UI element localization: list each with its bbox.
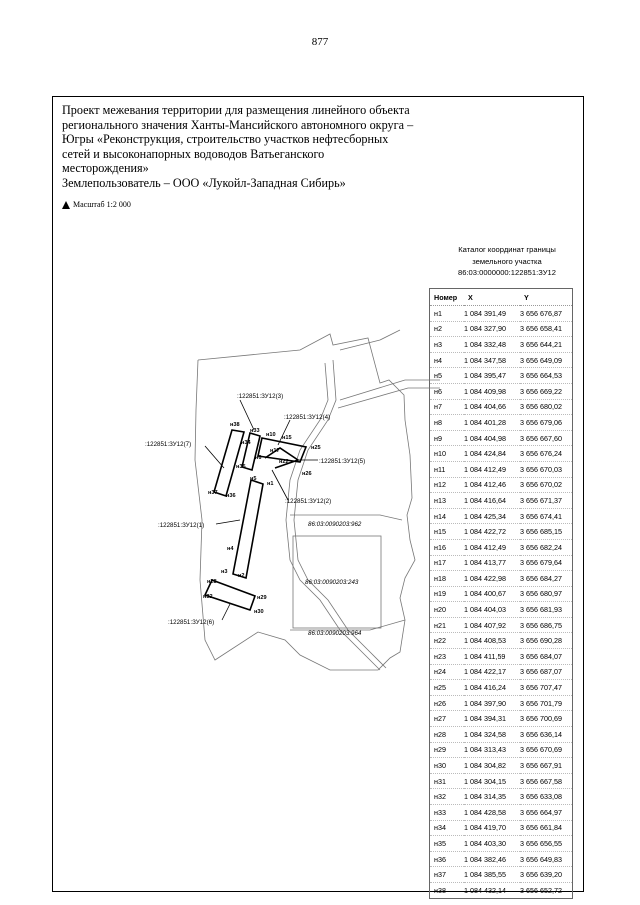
y-coordinate-cell: 3 656 669,22 <box>520 383 573 399</box>
x-coordinate-cell: 1 084 404,66 <box>464 399 520 415</box>
x-coordinate-cell: 1 084 332,48 <box>464 337 520 353</box>
x-coordinate-cell: 1 084 428,58 <box>464 805 520 821</box>
point-label: н32 <box>203 594 213 600</box>
point-number-cell: н7 <box>430 399 465 415</box>
x-coordinate-cell: 1 084 304,15 <box>464 773 520 789</box>
y-coordinate-cell: 3 656 687,07 <box>520 664 573 680</box>
point-number-cell: н32 <box>430 789 465 805</box>
point-number-cell: н10 <box>430 446 465 462</box>
x-coordinate-cell: 1 084 304,82 <box>464 758 520 774</box>
parcel-zu12-1 <box>233 480 263 578</box>
x-coordinate-cell: 1 084 425,34 <box>464 508 520 524</box>
pipeline-corridor <box>294 360 386 668</box>
y-coordinate-cell: 3 656 667,58 <box>520 773 573 789</box>
x-coordinate-cell: 1 084 412,49 <box>464 539 520 555</box>
y-coordinate-cell: 3 656 652,72 <box>520 882 573 898</box>
leader-line <box>205 446 224 468</box>
point-label: н38 <box>230 422 240 428</box>
title-line: Землепользователь – ООО «Лукойл-Западная Сибирь» <box>62 175 346 190</box>
y-coordinate-cell: 3 656 639,20 <box>520 867 573 883</box>
x-coordinate-cell: 1 084 395,47 <box>464 368 520 384</box>
x-coordinate-cell: 1 084 382,46 <box>464 851 520 867</box>
page-number: 877 <box>311 36 329 48</box>
y-coordinate-cell: 3 656 684,27 <box>520 571 573 587</box>
x-coordinate-cell: 1 084 412,49 <box>464 461 520 477</box>
parcel-964-line <box>290 620 405 630</box>
point-label: н2 <box>238 573 245 579</box>
parcel-label-zu12-5: :122851:ЗУ12(5) <box>319 458 366 465</box>
point-label: н34 <box>241 440 251 446</box>
point-number-cell: н16 <box>430 539 465 555</box>
point-number-cell: н25 <box>430 680 465 696</box>
y-coordinate-cell: 3 656 671,37 <box>520 493 573 509</box>
point-number-cell: н26 <box>430 695 465 711</box>
point-label: н29 <box>257 595 267 601</box>
x-coordinate-cell: 1 084 404,98 <box>464 430 520 446</box>
y-coordinate-cell: 3 656 679,06 <box>520 415 573 431</box>
y-coordinate-cell: 3 656 700,69 <box>520 711 573 727</box>
point-number-cell: н29 <box>430 742 465 758</box>
y-coordinate-cell: 3 656 682,24 <box>520 539 573 555</box>
x-coordinate-cell: 1 084 400,67 <box>464 586 520 602</box>
x-coordinate-cell: 1 084 422,72 <box>464 524 520 540</box>
point-number-cell: н5 <box>430 368 465 384</box>
x-coordinate-cell: 1 084 412,46 <box>464 477 520 493</box>
x-coordinate-cell: 1 084 404,03 <box>464 602 520 618</box>
point-number-cell: н30 <box>430 758 465 774</box>
parcel-label-zu12-4: :122851:ЗУ12(4) <box>284 414 331 421</box>
point-number-cell: н33 <box>430 805 465 821</box>
header-number: Номер <box>430 289 465 306</box>
y-coordinate-cell: 3 656 670,02 <box>520 477 573 493</box>
point-number-cell: н22 <box>430 633 465 649</box>
y-coordinate-cell: 3 656 649,83 <box>520 851 573 867</box>
y-coordinate-cell: 3 656 667,91 <box>520 758 573 774</box>
point-number-cell: н2 <box>430 321 465 337</box>
point-number-cell: н17 <box>430 555 465 571</box>
leader-line <box>278 420 290 445</box>
point-number-cell: н8 <box>430 415 465 431</box>
title-line: Югры «Реконструкция, строительство участков нефтесборных <box>62 132 389 147</box>
point-number-cell: н6 <box>430 383 465 399</box>
point-label: н30 <box>254 609 264 615</box>
parcel-label-zu12-1: :122851:ЗУ12(1) <box>158 522 205 529</box>
point-number-cell: н12 <box>430 477 465 493</box>
parcel-label-zu12-2: :122851:ЗУ12(2) <box>285 498 332 505</box>
y-coordinate-cell: 3 656 670,69 <box>520 742 573 758</box>
x-coordinate-cell: 1 084 394,31 <box>464 711 520 727</box>
point-label: н25 <box>311 445 321 451</box>
x-coordinate-cell: 1 084 403,30 <box>464 836 520 852</box>
parcel-label-zu12-3: :122851:ЗУ12(3) <box>237 393 284 400</box>
point-label: н6 <box>255 455 262 461</box>
point-number-cell: н37 <box>430 867 465 883</box>
x-coordinate-cell: 1 084 416,24 <box>464 680 520 696</box>
point-number-cell: н15 <box>430 524 465 540</box>
y-coordinate-cell: 3 656 686,75 <box>520 617 573 633</box>
point-label: н35 <box>236 464 246 470</box>
point-number-cell: н1 <box>430 306 465 322</box>
y-coordinate-cell: 3 656 701,79 <box>520 695 573 711</box>
x-coordinate-cell: 1 084 411,59 <box>464 649 520 665</box>
point-number-cell: н36 <box>430 851 465 867</box>
y-coordinate-cell: 3 656 690,28 <box>520 633 573 649</box>
x-coordinate-cell: 1 084 324,58 <box>464 727 520 743</box>
point-label: н3 <box>221 569 228 575</box>
leader-line <box>222 604 230 620</box>
pipeline-corridor <box>286 363 380 670</box>
point-number-cell: н24 <box>430 664 465 680</box>
point-number-cell: н9 <box>430 430 465 446</box>
y-coordinate-cell: 3 656 656,55 <box>520 836 573 852</box>
point-number-cell: н3 <box>430 337 465 353</box>
x-coordinate-cell: 1 084 407,92 <box>464 617 520 633</box>
catalog-title-line: земельного участка <box>472 256 542 266</box>
y-coordinate-cell: 3 656 676,87 <box>520 306 573 322</box>
y-coordinate-cell: 3 656 679,64 <box>520 555 573 571</box>
x-coordinate-cell: 1 084 419,70 <box>464 820 520 836</box>
point-label: н1 <box>267 481 274 487</box>
scale-label: Масштаб 1:2 000 <box>73 200 131 209</box>
point-number-cell: н23 <box>430 649 465 665</box>
point-label: н26 <box>302 471 312 477</box>
y-coordinate-cell: 3 656 636,14 <box>520 727 573 743</box>
leader-line <box>216 520 240 524</box>
x-coordinate-cell: 1 084 391,49 <box>464 306 520 322</box>
y-coordinate-cell: 3 656 658,41 <box>520 321 573 337</box>
parcel-label-zu12-7: :122851:ЗУ12(7) <box>145 441 192 448</box>
point-label: н37 <box>208 490 218 496</box>
title-line: месторождения» <box>62 161 149 176</box>
catalog-title-line: 86:03:0000000:122851:ЗУ12 <box>457 268 556 277</box>
x-coordinate-cell: 1 084 314,35 <box>464 789 520 805</box>
catalog-title-line: Каталог координат границы <box>458 245 556 254</box>
x-coordinate-cell: 1 084 422,17 <box>464 664 520 680</box>
point-number-cell: н13 <box>430 493 465 509</box>
x-coordinate-cell: 1 084 424,84 <box>464 446 520 462</box>
title-line: сетей и высоконапорных водоводов Ватьеганского <box>62 146 325 161</box>
y-coordinate-cell: 3 656 680,02 <box>520 399 573 415</box>
point-label: н33 <box>250 428 260 434</box>
x-coordinate-cell: 1 084 327,90 <box>464 321 520 337</box>
title-line: Проект межевания территории для размещения линейного объекта <box>62 103 410 117</box>
y-coordinate-cell: 3 656 707,47 <box>520 680 573 696</box>
y-coordinate-cell: 3 656 644,21 <box>520 337 573 353</box>
x-coordinate-cell: 1 084 422,98 <box>464 571 520 587</box>
leader-line <box>240 400 254 430</box>
y-coordinate-cell: 3 656 670,03 <box>520 461 573 477</box>
point-label: н15 <box>282 435 292 441</box>
y-coordinate-cell: 3 656 667,60 <box>520 430 573 446</box>
y-coordinate-cell: 3 656 674,41 <box>520 508 573 524</box>
parcel-zu12-7 <box>214 430 244 496</box>
y-coordinate-cell: 3 656 681,93 <box>520 602 573 618</box>
leader-line <box>272 470 288 500</box>
point-label: н36 <box>226 493 236 499</box>
x-coordinate-cell: 1 084 397,90 <box>464 695 520 711</box>
point-number-cell: н38 <box>430 882 465 898</box>
header-y: Y <box>520 289 573 306</box>
y-coordinate-cell: 3 656 680,97 <box>520 586 573 602</box>
point-label: н5 <box>250 476 257 482</box>
x-coordinate-cell: 1 084 385,55 <box>464 867 520 883</box>
y-coordinate-cell: 3 656 684,07 <box>520 649 573 665</box>
point-number-cell: н18 <box>430 571 465 587</box>
point-label: н10 <box>266 432 276 438</box>
point-number-cell: н31 <box>430 773 465 789</box>
x-coordinate-cell: 1 084 408,53 <box>464 633 520 649</box>
x-coordinate-cell: 1 084 413,77 <box>464 555 520 571</box>
cadastral-label-243: 86:03:0090203:243 <box>305 579 359 586</box>
parcel-962-line <box>290 515 402 520</box>
point-label: н28 <box>207 579 217 585</box>
x-coordinate-cell: 1 084 347,58 <box>464 352 520 368</box>
point-number-cell: н27 <box>430 711 465 727</box>
cadastral-label-962: 86:03:0090203:962 <box>308 521 362 528</box>
point-number-cell: н14 <box>430 508 465 524</box>
y-coordinate-cell: 3 656 685,15 <box>520 524 573 540</box>
y-coordinate-cell: 3 656 664,97 <box>520 805 573 821</box>
point-number-cell: н34 <box>430 820 465 836</box>
title-line: регионального значения Ханты-Мансийского автономного округа – <box>62 117 414 132</box>
header-x: X <box>464 289 520 306</box>
cadastral-label-964: 86:03:0090203:964 <box>308 630 362 637</box>
y-coordinate-cell: 3 656 664,53 <box>520 368 573 384</box>
y-coordinate-cell: 3 656 649,09 <box>520 352 573 368</box>
x-coordinate-cell: 1 084 416,64 <box>464 493 520 509</box>
y-coordinate-cell: 3 656 633,08 <box>520 789 573 805</box>
point-number-cell: н28 <box>430 727 465 743</box>
x-coordinate-cell: 1 084 313,43 <box>464 742 520 758</box>
y-coordinate-cell: 3 656 661,84 <box>520 820 573 836</box>
point-number-cell: н20 <box>430 602 465 618</box>
point-label: н17 <box>270 448 280 454</box>
road-line <box>338 388 440 408</box>
point-number-cell: н19 <box>430 586 465 602</box>
x-coordinate-cell: 1 084 401,28 <box>464 415 520 431</box>
point-number-cell: н4 <box>430 352 465 368</box>
parcel-label-zu12-6: :122851:ЗУ12(6) <box>168 619 215 626</box>
point-number-cell: н21 <box>430 617 465 633</box>
road-line <box>340 380 440 400</box>
y-coordinate-cell: 3 656 676,24 <box>520 446 573 462</box>
x-coordinate-cell: 1 084 432,14 <box>464 882 520 898</box>
x-coordinate-cell: 1 084 409,98 <box>464 383 520 399</box>
point-label: н22 <box>279 459 289 465</box>
point-number-cell: н11 <box>430 461 465 477</box>
point-label: н4 <box>227 546 234 552</box>
point-number-cell: н35 <box>430 836 465 852</box>
